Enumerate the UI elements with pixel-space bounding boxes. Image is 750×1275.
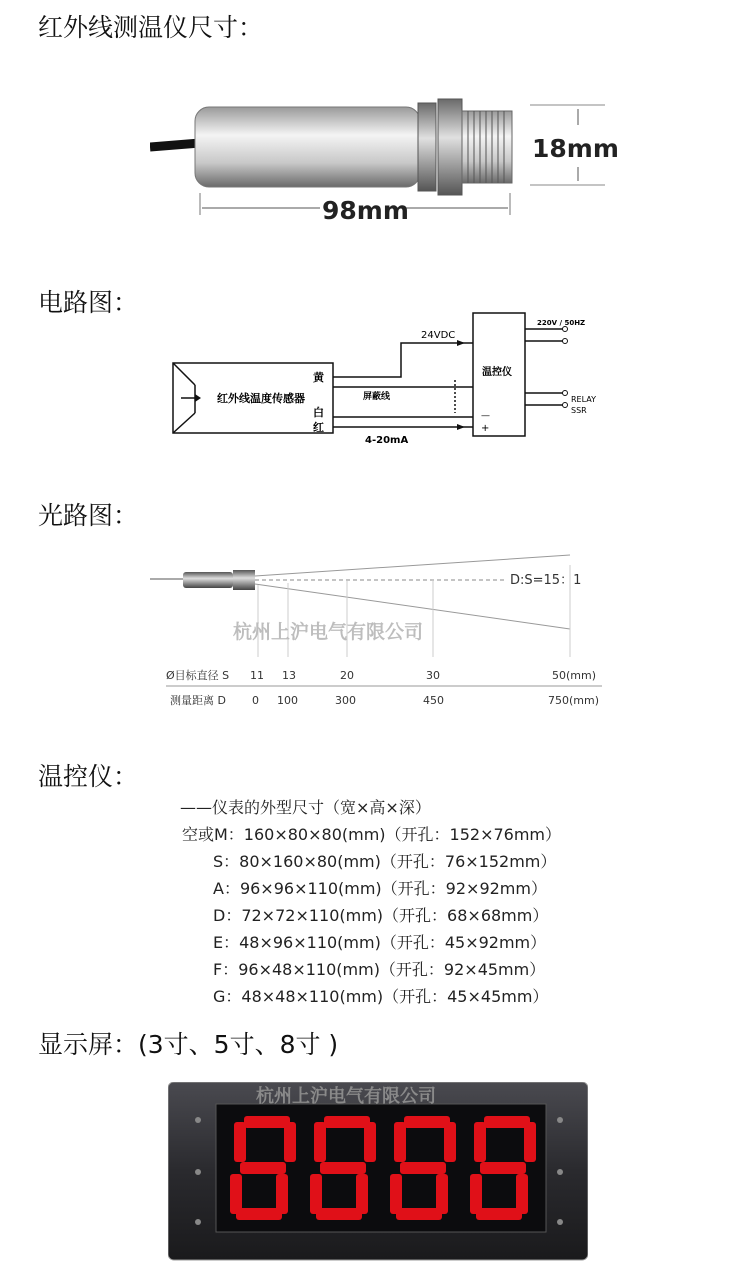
wire-red-label: 红	[313, 421, 324, 434]
heading-circuit: 电路图：	[38, 288, 139, 317]
led-segment	[240, 1162, 286, 1174]
current-label: 4-20mA	[365, 435, 409, 446]
wire-white-label: 白	[313, 406, 324, 419]
led-segment	[230, 1174, 242, 1214]
led-segment	[404, 1116, 450, 1128]
s-row-label: Ø目标直径 S	[166, 669, 230, 682]
s-value-1: 11	[250, 669, 264, 682]
led-segment	[236, 1208, 282, 1220]
led-segment	[234, 1122, 246, 1162]
d-value-1: 0	[252, 694, 259, 707]
led-segment	[470, 1174, 482, 1214]
wire-yellow-label: 黄	[313, 371, 324, 384]
sensor-body	[195, 107, 420, 187]
minus-label: —	[481, 411, 490, 421]
sensor-dimension-drawing	[150, 85, 620, 230]
led-segment	[524, 1122, 536, 1162]
s-value-3: 20	[340, 669, 354, 682]
led-segment	[396, 1208, 442, 1220]
s-value-4: 30	[426, 669, 440, 682]
thread	[462, 111, 512, 183]
spec-line-d: D：72×72×110(mm)（开孔：68×68mm）	[213, 906, 549, 925]
spec-line-e: E：48×96×110(mm)（开孔：45×92mm）	[213, 933, 547, 952]
led-segment	[400, 1162, 446, 1174]
led-segment	[284, 1122, 296, 1162]
sensor-label: 红外线温度传感器	[217, 392, 305, 405]
heading-dimensions: 红外线测温仪尺寸：	[38, 13, 264, 42]
led-segment	[484, 1116, 530, 1128]
shield-label: 屏蔽线	[363, 392, 391, 402]
optical-diagram	[140, 545, 610, 715]
controller-label: 温控仪	[482, 367, 512, 378]
s-value-2: 13	[282, 669, 296, 682]
length-label: 98mm	[322, 196, 409, 225]
relay-label: RELAY	[571, 395, 596, 404]
display-watermark: 杭州上沪电气有限公司	[256, 1086, 436, 1107]
diameter-label: 18mm	[532, 134, 619, 163]
led-display-photo	[168, 1082, 588, 1262]
spec-line-s: S：80×160×80(mm)（开孔：76×152mm）	[213, 852, 557, 871]
spec-line-f: F：96×48×110(mm)（开孔：92×45mm）	[213, 960, 546, 979]
led-segment	[364, 1122, 376, 1162]
led-segment	[324, 1116, 370, 1128]
spec-title: ——仪表的外型尺寸（宽×高×深）	[180, 798, 431, 817]
circuit-diagram	[165, 305, 615, 453]
led-segment	[390, 1174, 402, 1214]
led-segment	[476, 1208, 522, 1220]
s-value-5: 50(mm)	[552, 669, 597, 682]
nut-1	[418, 103, 436, 191]
led-segment	[310, 1174, 322, 1214]
probe-body	[183, 572, 233, 588]
supply-label: 24VDC	[421, 330, 456, 341]
heading-display: 显示屏：(3寸、5寸、8寸 )	[38, 1030, 339, 1059]
heading-controller: 温控仪：	[38, 762, 139, 791]
nut-2	[438, 99, 462, 195]
spec-line-g: G：48×48×110(mm)（开孔：45×45mm）	[213, 987, 549, 1006]
d-value-2: 100	[277, 694, 298, 707]
led-segment	[474, 1122, 486, 1162]
power-label: 220V / 50HZ	[537, 319, 586, 327]
cable	[150, 143, 200, 147]
ssr-label: SSR	[571, 406, 587, 415]
d-value-4: 450	[423, 694, 444, 707]
probe-thread	[233, 570, 255, 590]
spec-line-a: A：96×96×110(mm)（开孔：92×92mm）	[213, 879, 547, 898]
led-segment	[314, 1122, 326, 1162]
led-segment	[480, 1162, 526, 1174]
spec-line-m: 空或M：160×80×80(mm)（开孔：152×76mm）	[182, 825, 562, 844]
ratio-label: D:S=15：1	[510, 573, 582, 588]
d-value-3: 300	[335, 694, 356, 707]
heading-optical: 光路图：	[38, 501, 139, 530]
d-value-5: 750(mm)	[548, 694, 600, 707]
optical-watermark: 杭州上沪电气有限公司	[233, 621, 424, 643]
led-segment	[320, 1162, 366, 1174]
led-segment	[244, 1116, 290, 1128]
led-segment	[316, 1208, 362, 1220]
d-row-label: 测量距离 D	[170, 694, 226, 707]
led-segment	[394, 1122, 406, 1162]
led-segment	[444, 1122, 456, 1162]
plus-label: +	[481, 423, 490, 434]
